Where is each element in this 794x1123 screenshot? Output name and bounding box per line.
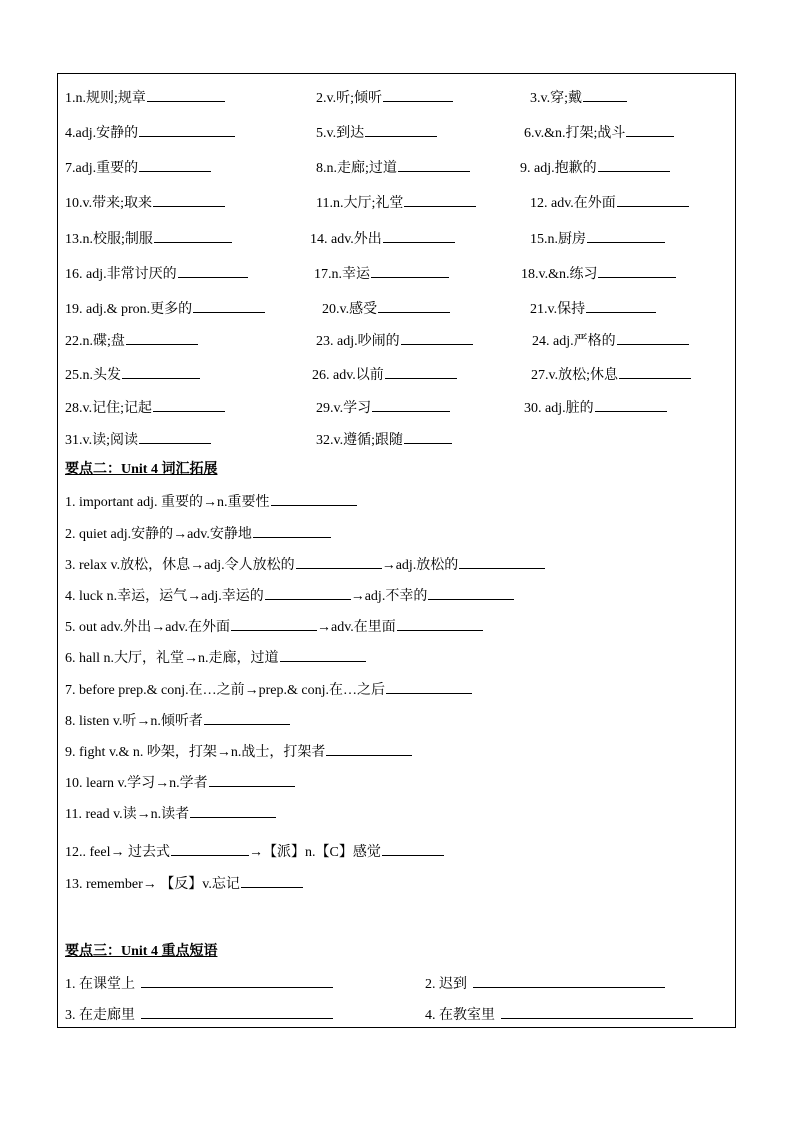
vocab-item[interactable]: 20.v.感受 <box>322 299 450 319</box>
expansion-item[interactable]: 6. hall n.大厅，礼堂→n.走廊，过道 <box>65 648 366 668</box>
vocab-item[interactable]: 7.adj.重要的 <box>65 158 211 178</box>
vocab-item[interactable]: 30. adj.脏的 <box>524 398 667 418</box>
expansion-item[interactable]: 10. learn v.学习→n.学者 <box>65 773 295 793</box>
vocab-item[interactable]: 14. adv.外出 <box>310 229 455 249</box>
vocab-item[interactable]: 5.v.到达 <box>316 123 437 143</box>
expansion-item[interactable]: 1. important adj. 重要的→n.重要性 <box>65 492 357 512</box>
vocab-item[interactable]: 23. adj.吵闹的 <box>316 331 473 351</box>
vocab-item[interactable]: 29.v.学习 <box>316 398 450 418</box>
vocab-item[interactable]: 26. adv.以前 <box>312 365 457 385</box>
expansion-item[interactable]: 5. out adv.外出→adv.在外面 →adv.在里面 <box>65 617 483 637</box>
expansion-item[interactable]: 11. read v.读→n.读者 <box>65 804 276 824</box>
vocab-item[interactable]: 27.v.放松;休息 <box>531 365 691 385</box>
vocab-item[interactable]: 10.v.带来;取来 <box>65 193 225 213</box>
vocab-item[interactable]: 11.n.大厅;礼堂 <box>316 193 476 213</box>
expansion-item[interactable]: 13. remember→ 【反】v.忘记 <box>65 874 303 894</box>
expansion-item[interactable]: 7. before prep.& conj.在…之前→prep.& conj.在…之后 <box>65 680 472 700</box>
vocab-item[interactable]: 18.v.&n.练习 <box>521 264 676 284</box>
vocab-item[interactable]: 4.adj.安静的 <box>65 123 235 143</box>
vocab-item[interactable]: 22.n.碟;盘 <box>65 331 198 351</box>
vocab-item[interactable]: 19. adj.& pron.更多的 <box>65 299 265 319</box>
vocab-item[interactable]: 3.v.穿;戴 <box>530 88 627 108</box>
phrase-item[interactable]: 3. 在走廊里 <box>65 1005 333 1025</box>
section3-heading: 要点三：Unit 4 重点短语 <box>65 944 218 959</box>
vocab-item[interactable]: 32.v.遵循;跟随 <box>316 430 452 450</box>
vocab-item[interactable]: 25.n.头发 <box>65 365 200 385</box>
expansion-item[interactable]: 8. listen v.听→n.倾听者 <box>65 711 290 731</box>
phrase-item[interactable]: 1. 在课堂上 <box>65 974 333 994</box>
expansion-item[interactable]: 3. relax v.放松，休息→adj.令人放松的 →adj.放松的 <box>65 555 545 575</box>
vocab-item[interactable]: 1.n.规则;规章 <box>65 88 225 108</box>
vocab-item[interactable]: 16. adj.非常讨厌的 <box>65 264 248 284</box>
vocab-item[interactable]: 6.v.&n.打架;战斗 <box>524 123 674 143</box>
vocab-item[interactable]: 13.n.校服;制服 <box>65 229 232 249</box>
phrase-item[interactable]: 4. 在教室里 <box>425 1005 693 1025</box>
vocab-item[interactable]: 15.n.厨房 <box>530 229 665 249</box>
vocab-item[interactable]: 24. adj.严格的 <box>532 331 689 351</box>
vocab-item[interactable]: 21.v.保持 <box>530 299 656 319</box>
vocab-item[interactable]: 31.v.读;阅读 <box>65 430 211 450</box>
vocab-item[interactable]: 17.n.幸运 <box>314 264 449 284</box>
expansion-item[interactable]: 12.. feel→ 过去式 →【派】n.【C】感觉 <box>65 842 444 862</box>
vocab-item[interactable]: 12. adv.在外面 <box>530 193 689 213</box>
expansion-item[interactable]: 4. luck n.幸运，运气→adj.幸运的 →adj.不幸的 <box>65 586 514 606</box>
vocab-item[interactable]: 8.n.走廊;过道 <box>316 158 470 178</box>
vocab-item[interactable]: 28.v.记住;记起 <box>65 398 225 418</box>
vocab-item[interactable]: 9. adj.抱歉的 <box>520 158 670 178</box>
phrase-item[interactable]: 2. 迟到 <box>425 974 665 994</box>
section2-heading: 要点二：Unit 4 词汇拓展 <box>65 462 218 477</box>
expansion-item[interactable]: 2. quiet adj.安静的→adv.安静地 <box>65 524 331 544</box>
expansion-item[interactable]: 9. fight v.& n. 吵架，打架→n.战士，打架者 <box>65 742 412 762</box>
vocab-item[interactable]: 2.v.听;倾听 <box>316 88 453 108</box>
